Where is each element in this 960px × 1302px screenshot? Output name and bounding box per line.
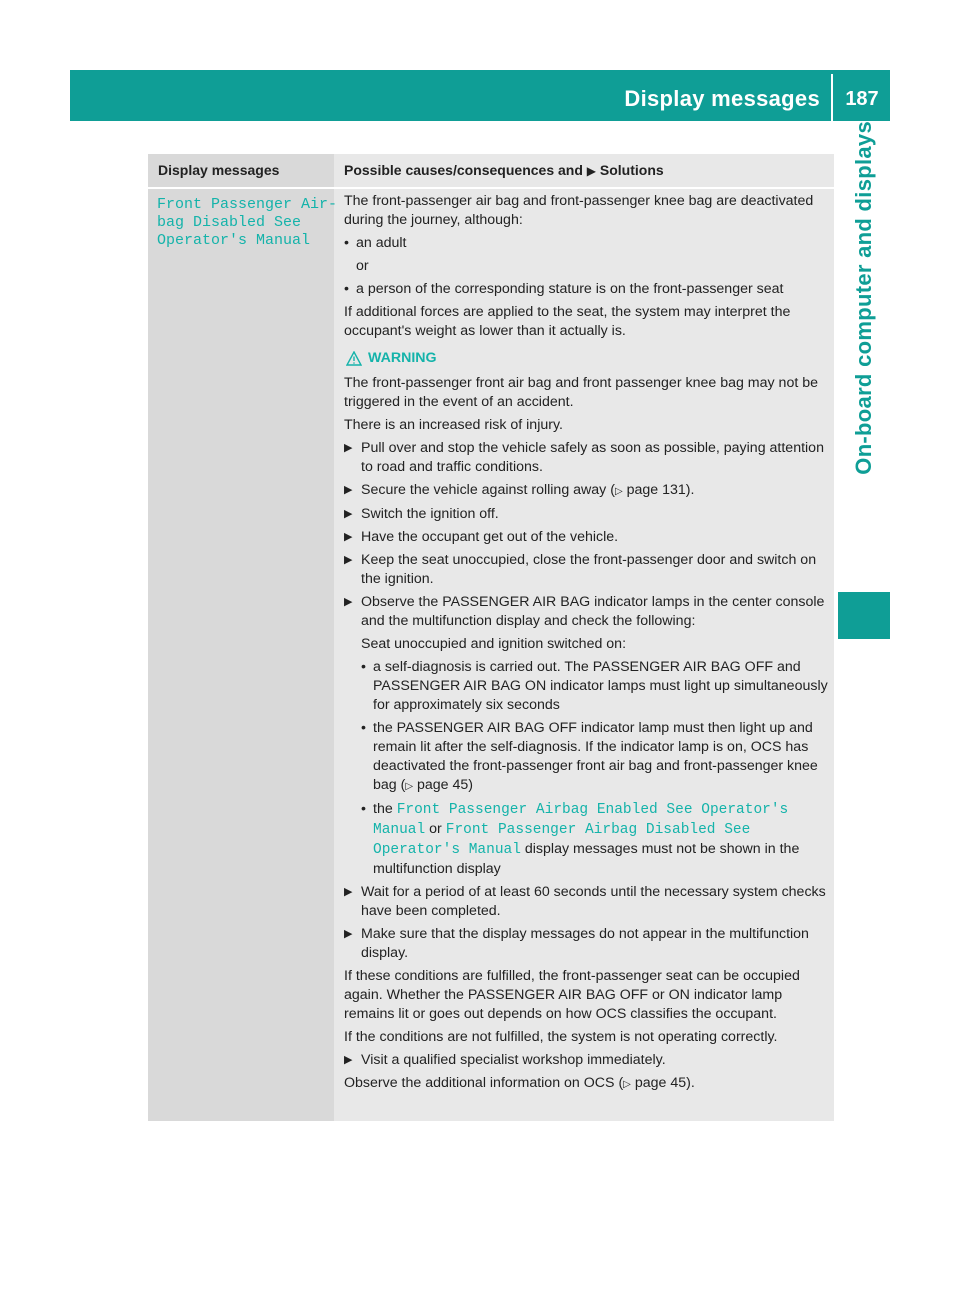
- list-item: • a self-diagnosis is carried out. The PASSENGER AIR BAG OFF and PASSENGER AIR BAG ON indicator lamps must light up simultaneously for approximately six seconds: [344, 658, 829, 715]
- list-item: • a person of the corresponding stature is on the front-passenger seat: [344, 280, 829, 299]
- list-item: [344, 481, 829, 501]
- header-bar: [70, 70, 890, 121]
- list-item: [344, 593, 829, 631]
- column-header-solutions-text: Solutions: [599, 162, 664, 178]
- display-message-reference: Front Passenger Airbag Enabled See Operator's Manual: [373, 802, 789, 838]
- step-text: Keep the seat unoccupied, close the front-passenger door and switch on the ignition.: [361, 552, 817, 587]
- warning-heading: [344, 349, 829, 368]
- intro-paragraph: The front-passenger air bag and front-passenger knee bag are deactivated during the journey, although:: [344, 193, 814, 228]
- page-section-title: Display messages: [624, 86, 820, 111]
- list-item: [344, 925, 829, 963]
- warning-triangle-icon: [346, 351, 362, 366]
- header-divider: [831, 74, 833, 121]
- arrow-right-icon: ▶: [344, 531, 353, 543]
- arrow-right-icon: ▶: [344, 554, 353, 566]
- list-item: [344, 800, 829, 879]
- list-item: [344, 528, 829, 547]
- side-chapter-label: On-board computer and displays: [851, 121, 876, 475]
- list-item: [344, 439, 829, 477]
- warning-label: WARNING: [368, 350, 437, 366]
- arrow-right-icon: ▶: [344, 484, 353, 496]
- sub-heading: Seat unoccupied and ignition switched on:: [361, 636, 627, 652]
- paragraph: [344, 1074, 829, 1094]
- step-text: Pull over and stop the vehicle safely as soon as possible, paying attention to road and traffic conditions.: [361, 440, 824, 475]
- side-chapter-tab: [838, 121, 890, 592]
- page-reference-triangle-icon: ▷: [405, 781, 414, 792]
- list-item: • an adult: [344, 234, 829, 253]
- step-text: Secure the vehicle against rolling away (: [361, 482, 615, 498]
- table-header-row: [148, 154, 834, 184]
- column-header-causes-text: Possible causes/consequences and: [344, 162, 583, 178]
- arrow-right-icon: ▶: [344, 442, 353, 454]
- column-header-causes: [344, 162, 664, 178]
- arrow-right-icon: ▶: [344, 596, 353, 608]
- step-text: Wait for a period of at least 60 seconds until the necessary system checks have been completed.: [361, 884, 826, 919]
- warning-text: The front-passenger front air bag and front passenger knee bag may not be triggered in the event of an accident.: [344, 375, 818, 410]
- sub-text: or: [429, 821, 442, 837]
- paragraph-text: Observe the additional information on OCS (: [344, 1075, 624, 1091]
- list-item: [344, 883, 829, 921]
- page-reference-link[interactable]: page 45).: [630, 1075, 695, 1091]
- display-message-text: [157, 196, 338, 250]
- header-separator: [148, 187, 834, 189]
- paragraph: If the conditions are not fulfilled, the system is not operating correctly.: [344, 1029, 778, 1045]
- page-reference-link[interactable]: page 45): [413, 777, 473, 793]
- message-column: [148, 154, 338, 1121]
- display-message-reference: Front Passenger Airbag Disabled See Operator's Manual: [373, 822, 751, 858]
- arrow-right-icon: ▶: [586, 164, 597, 178]
- page-number: 187: [845, 88, 879, 110]
- list-item: [344, 719, 829, 796]
- display-message-line: Operator's Manual: [157, 232, 311, 249]
- step-text: Switch the ignition off.: [361, 506, 499, 522]
- column-header-messages: Display messages: [158, 162, 280, 178]
- sub-text: the PASSENGER AIR BAG OFF indicator lamp must then light up and remain lit after the self-diagnosis. If the indicator lamp is on, OCS has deactivated the front-passenger front air bag and front-passenger knee bag (: [373, 720, 818, 793]
- step-text: Visit a qualified specialist workshop immediately.: [361, 1052, 666, 1068]
- step-text: Observe the PASSENGER AIR BAG indicator lamps in the center console and the multifunction display and check the following:: [361, 594, 825, 629]
- sub-text: the: [373, 801, 393, 817]
- step-text: Have the occupant get out of the vehicle.: [361, 529, 619, 545]
- side-tab-marker: [838, 592, 890, 639]
- page-reference-link[interactable]: page 131).: [622, 482, 695, 498]
- display-messages-table: [148, 154, 834, 1121]
- solutions-content: [344, 192, 829, 1098]
- list-item: [344, 505, 829, 524]
- arrow-right-icon: ▶: [344, 508, 353, 520]
- page-reference-triangle-icon: ▷: [623, 1079, 631, 1090]
- paragraph: If additional forces are applied to the seat, the system may interpret the occupant's weight as lower than it actually is.: [344, 304, 791, 339]
- display-message-line: bag Disabled See: [157, 214, 302, 231]
- list-item: [344, 1051, 829, 1070]
- paragraph: If these conditions are fulfilled, the front-passenger seat can be occupied again. Whether the PASSENGER AIR BAG OFF or ON indicator lamp remains lit or goes out depends on how OCS classifies the occupant.: [344, 968, 800, 1022]
- arrow-right-icon: ▶: [344, 1054, 353, 1066]
- display-message-line: Front Passenger Air‐: [157, 196, 338, 213]
- list-item: [344, 551, 829, 589]
- arrow-right-icon: ▶: [344, 886, 353, 898]
- arrow-right-icon: ▶: [344, 928, 353, 940]
- page-reference-triangle-icon: ▷: [614, 486, 623, 497]
- risk-text: There is an increased risk of injury.: [344, 417, 563, 433]
- or-text: or: [356, 258, 369, 274]
- sub-text: display messages must not be shown in the multifunction display: [373, 841, 800, 877]
- step-text: Make sure that the display messages do not appear in the multifunction display.: [361, 926, 809, 961]
